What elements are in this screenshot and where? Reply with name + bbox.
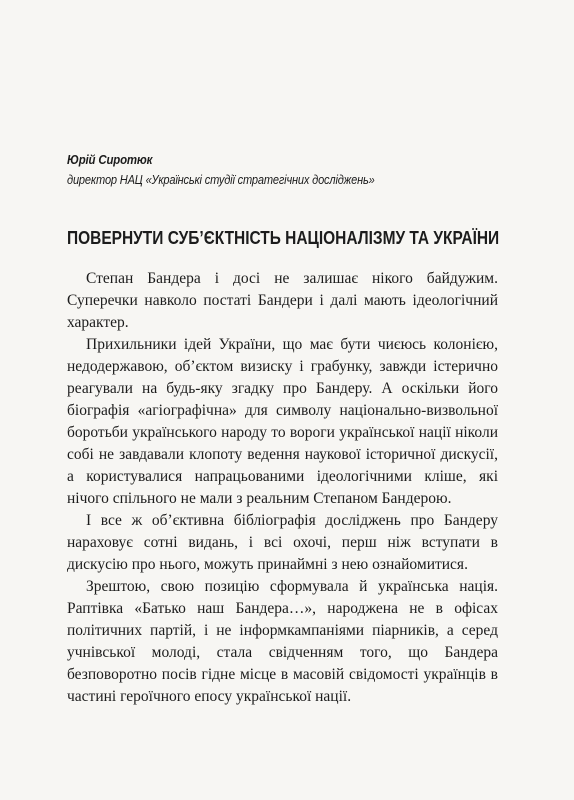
paragraph: Зрештою, свою позицію сформувала й українська нація. Раптівка «Батько наш Бандера…», народжена не в офісах політичних партій, і не інформкампаніями піарників, а серед учнівської молоді, стала свідченням того, що Бандера безповоротно посів гідне місце в масовій свідомості українців в частині героїчного епосу української нації.: [67, 578, 498, 705]
author-role: директор НАЦ «Українські студії стратегічних досліджень»: [67, 172, 375, 187]
paragraph: Степан Бандера і досі не залишає нікого байдужим. Суперечки навколо постаті Бандери і далі мають ідеологічний характер.: [67, 270, 498, 331]
author-name: Юрій Сиротюк: [67, 152, 153, 167]
paragraph: І все ж об’єктивна бібліографія досліджень про Бандеру нараховує сотні видань, і всі охочі, перш ніж вступати в дискусію про нього, можуть принаймні з нею ознайомитися.: [67, 512, 498, 573]
article-title: ПОВЕРНУТИ СУБ’ЄКТНІСТЬ НАЦІОНАЛІЗМУ ТА УКРАЇНИ: [67, 228, 500, 248]
article-body: [67, 268, 498, 708]
paragraph: Прихильники ідей України, що має бути чиєюсь колонією, недодержавою, об’єктом визиску і грабунку, завжди істерично реагували на будь-яку згадку про Бандеру. А оскільки його біографія «агіографічна» для символу національно-визвольної боротьби українського народу то вороги української нації ніколи собі не завдавали клопоту ведення наукової історичної дискусії, а користувалися напрацьованими ідеологічними кліше, які нічого спільного не мали з реальним Степаном Бандерою.: [67, 336, 498, 507]
